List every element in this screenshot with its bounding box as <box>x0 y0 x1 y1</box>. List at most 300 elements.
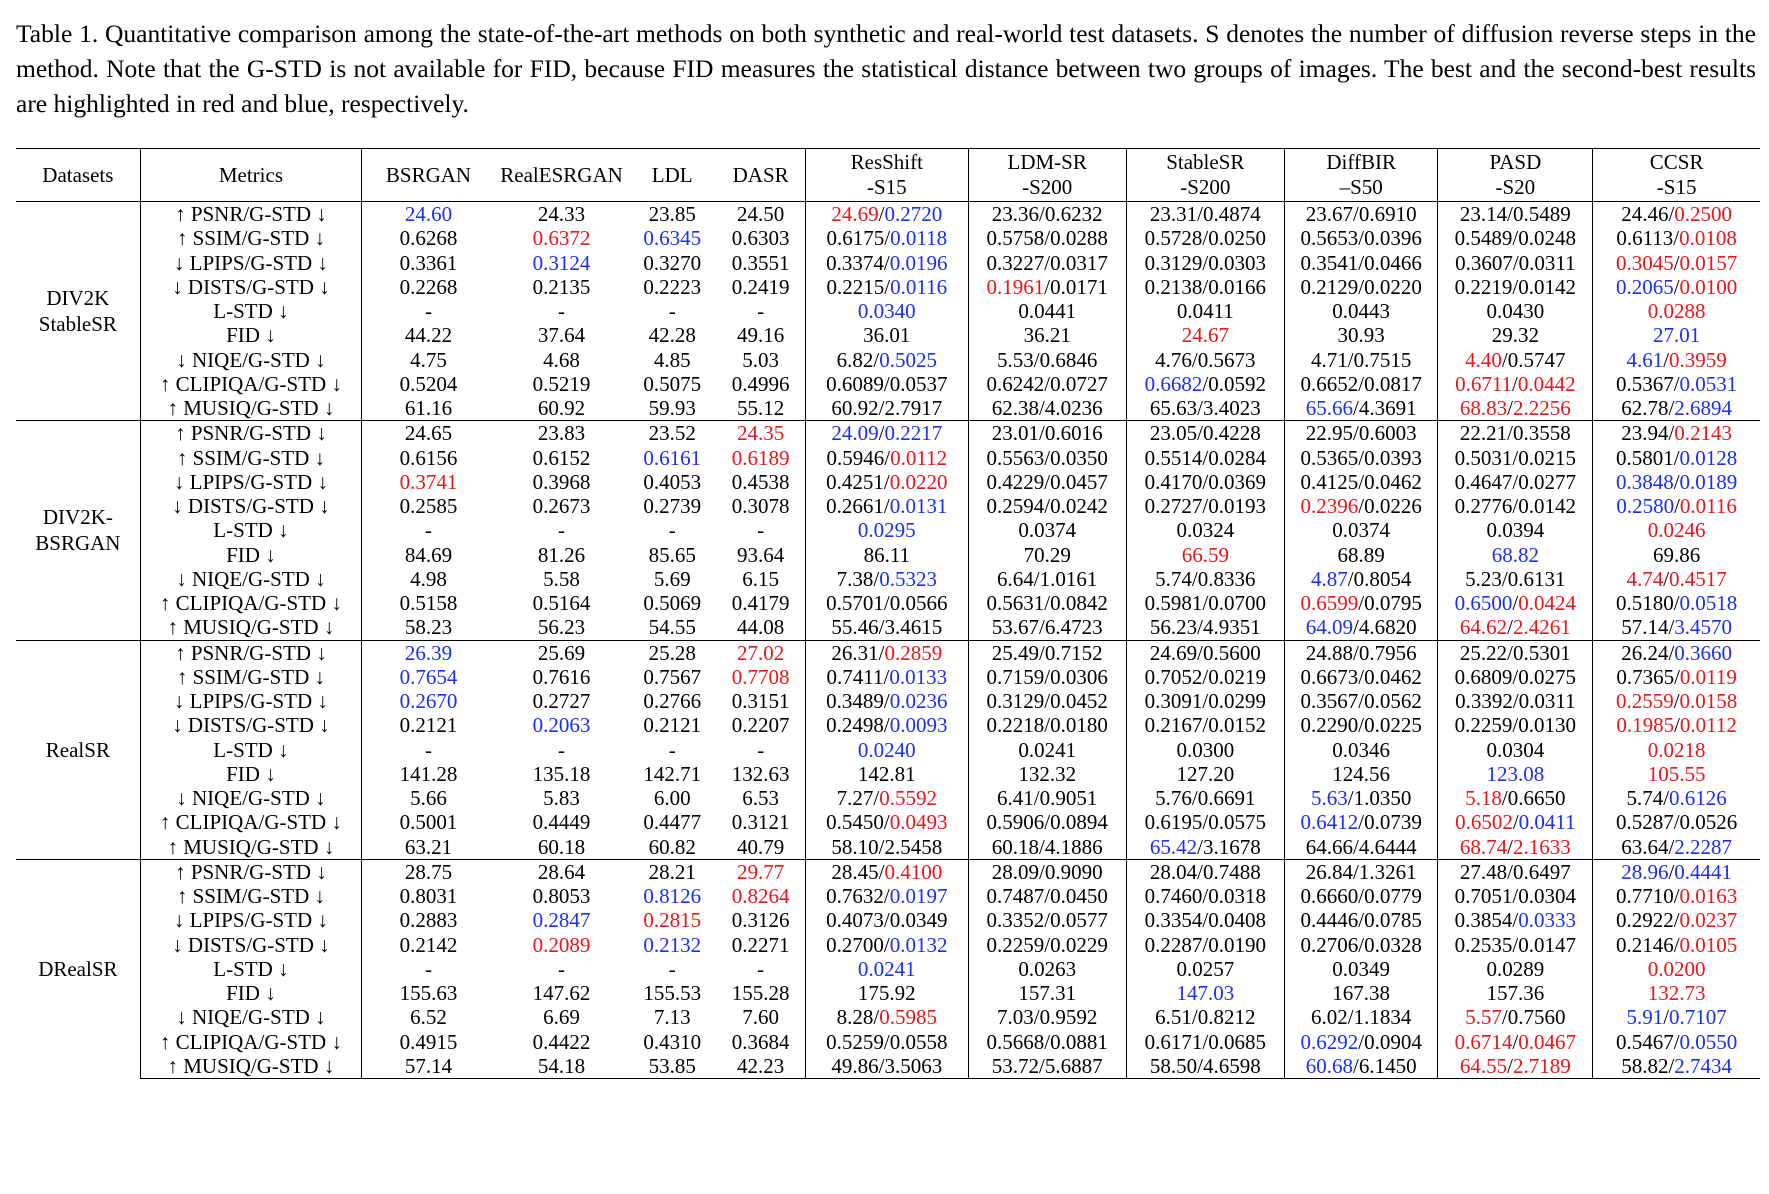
column-header <box>495 149 628 202</box>
value-cell <box>1593 933 1760 957</box>
value-text: 0.0324 <box>1176 518 1235 543</box>
value-text: 132.32 <box>1018 761 1077 786</box>
value-text: 5.58 <box>543 566 580 591</box>
value-cell <box>1438 323 1593 347</box>
value-text: 0.3374/ <box>826 250 890 275</box>
table-row <box>16 299 1760 323</box>
value-text: 0.5489/0.0248 <box>1454 226 1577 251</box>
value-cell <box>1438 810 1593 834</box>
best-value: 0.0442 <box>1517 371 1576 396</box>
value-text: 0.3129/0.0452 <box>986 689 1108 714</box>
best-value: 0.0108 <box>1679 226 1737 251</box>
value-text: 0.2922/ <box>1615 908 1680 933</box>
value-text: 0.5946/ <box>826 445 891 470</box>
value-cell <box>628 226 716 250</box>
value-cell <box>1438 591 1593 615</box>
value-cell <box>628 859 716 884</box>
metric-label: ↑ MUSIQ/G-STD ↓ <box>140 396 361 421</box>
value-cell <box>716 1054 805 1079</box>
value-text: 0.2883 <box>399 908 458 933</box>
value-text: 68.89 <box>1337 542 1385 567</box>
second-best-value: 0.0189 <box>1679 469 1738 494</box>
value-cell <box>805 908 968 932</box>
value-cell <box>1438 786 1593 810</box>
table-row <box>16 762 1760 786</box>
second-best-value: 0.0411 <box>1518 810 1576 835</box>
metric-label: ↑ CLIPIQA/G-STD ↓ <box>140 372 361 396</box>
value-cell <box>628 884 716 908</box>
value-cell <box>628 591 716 615</box>
value-text: 6.82/ <box>836 347 880 372</box>
value-cell <box>628 446 716 470</box>
second-best-value: 2.7434 <box>1674 1053 1733 1078</box>
best-value: 0.0163 <box>1679 884 1738 909</box>
value-cell <box>968 323 1126 347</box>
value-text: 0.0346 <box>1332 737 1391 762</box>
value-text: 0.4170/0.0369 <box>1144 469 1266 494</box>
second-best-value: 0.0340 <box>857 299 916 324</box>
column-header <box>805 149 968 202</box>
value-text: 0.5631/0.0842 <box>986 591 1108 616</box>
table-row <box>16 1030 1760 1054</box>
value-text: 57.14/ <box>1621 615 1675 640</box>
value-cell <box>805 421 968 446</box>
value-cell <box>495 981 628 1005</box>
table-row <box>16 591 1760 615</box>
value-text: 0.7052/0.0219 <box>1144 664 1266 689</box>
value-cell <box>1593 275 1760 299</box>
value-text: 0.3270 <box>643 250 702 275</box>
best-value: 0.2559 <box>1615 689 1674 714</box>
value-text: 6.51/0.8212 <box>1155 1005 1256 1030</box>
table-row <box>16 957 1760 981</box>
value-cell <box>495 713 628 737</box>
value-text: 0.3968 <box>532 469 591 494</box>
value-cell <box>716 640 805 665</box>
value-cell <box>968 738 1126 762</box>
value-cell <box>1284 470 1438 494</box>
value-cell <box>1438 615 1593 640</box>
value-text: 44.08 <box>737 615 785 640</box>
value-cell <box>968 348 1126 372</box>
value-text: 0.4538 <box>731 469 790 494</box>
value-text: 28.45/ <box>831 859 885 884</box>
value-text: /0.0226 <box>1358 494 1422 519</box>
value-text: 0.5563/0.0350 <box>986 445 1108 470</box>
value-text: /3.1678 <box>1197 834 1261 859</box>
best-value: 64.55 <box>1459 1053 1508 1078</box>
second-best-value: 0.0197 <box>889 884 948 909</box>
dataset-name-line: DIV2K <box>46 286 110 311</box>
value-cell <box>1126 933 1284 957</box>
value-text: 7.27/ <box>836 786 880 811</box>
value-cell <box>1438 421 1593 446</box>
best-value: 0.6502 <box>1455 810 1513 835</box>
value-cell <box>1284 372 1438 396</box>
value-text: 0.2739 <box>643 494 702 519</box>
value-cell <box>495 859 628 884</box>
value-cell <box>628 908 716 932</box>
value-cell <box>1593 251 1760 275</box>
value-cell <box>805 251 968 275</box>
best-value: 66.59 <box>1181 542 1229 567</box>
value-text: 0.2223 <box>643 274 702 299</box>
value-text: / <box>1663 1005 1670 1030</box>
value-text: 26.24/ <box>1621 640 1675 665</box>
value-cell <box>628 1054 716 1079</box>
value-text: 5.03 <box>742 347 779 372</box>
value-cell <box>716 299 805 323</box>
second-best-value: 0.0333 <box>1518 908 1577 933</box>
value-text: 0.2673 <box>532 494 591 519</box>
column-header <box>628 149 716 202</box>
value-text: 5.69 <box>653 566 691 591</box>
value-text: 175.92 <box>857 981 916 1006</box>
value-text: 0.5906/0.0894 <box>986 810 1108 835</box>
metric-label: ↓ NIQE/G-STD ↓ <box>140 1005 361 1029</box>
value-text: 25.28 <box>648 640 696 665</box>
value-text: 0.7411/ <box>826 664 890 689</box>
value-cell <box>362 615 495 640</box>
value-cell <box>1438 908 1593 932</box>
dataset-name <box>16 421 140 640</box>
value-cell <box>716 810 805 834</box>
value-cell <box>716 1030 805 1054</box>
best-value: 0.0218 <box>1647 737 1706 762</box>
best-value: 0.0158 <box>1679 689 1738 714</box>
value-cell <box>1126 348 1284 372</box>
best-value: 0.6711 <box>1455 371 1513 396</box>
value-cell <box>968 713 1126 737</box>
value-text: 0.3541/0.0466 <box>1300 250 1422 275</box>
value-cell <box>1438 738 1593 762</box>
value-text: 42.28 <box>648 323 696 348</box>
second-best-value: 27.01 <box>1652 323 1701 348</box>
value-cell <box>1126 299 1284 323</box>
table-row <box>16 665 1760 689</box>
value-cell <box>628 396 716 421</box>
value-text: 6.41/0.9051 <box>997 786 1098 811</box>
value-cell <box>805 591 968 615</box>
value-cell <box>1284 275 1438 299</box>
value-cell <box>1284 202 1438 227</box>
value-text: 53.72/5.6887 <box>991 1053 1103 1078</box>
value-cell <box>362 713 495 737</box>
column-header-line: -S15 <box>866 175 907 199</box>
value-text: 36.01 <box>863 323 911 348</box>
value-cell <box>1438 299 1593 323</box>
value-text: 60.18 <box>537 834 586 859</box>
value-text: - <box>558 737 566 762</box>
metric-label: ↑ PSNR/G-STD ↓ <box>140 421 361 446</box>
value-cell <box>1284 810 1438 834</box>
second-best-value: 0.8126 <box>643 884 702 909</box>
value-text: 5.53/0.6846 <box>997 347 1098 372</box>
value-text: 142.81 <box>857 761 916 786</box>
value-cell <box>1284 615 1438 640</box>
value-text: 0.4477 <box>643 810 702 835</box>
value-cell <box>362 762 495 786</box>
value-text: 5.74/0.8336 <box>1155 566 1256 591</box>
value-cell <box>1438 640 1593 665</box>
metric-label: ↑ PSNR/G-STD ↓ <box>140 859 361 884</box>
value-text: 0.0443 <box>1332 299 1391 324</box>
value-text: 0.2585 <box>399 494 458 519</box>
value-text: 4.75 <box>410 347 447 372</box>
value-cell <box>1126 689 1284 713</box>
value-text: / <box>878 421 885 446</box>
value-cell <box>628 835 716 860</box>
best-value: 5.57 <box>1465 1005 1502 1030</box>
value-text: 0.2290/0.0225 <box>1300 713 1422 738</box>
value-text: 49.16 <box>737 323 785 348</box>
value-cell <box>495 810 628 834</box>
second-best-value: 0.0295 <box>857 518 916 543</box>
best-value: 2.7189 <box>1513 1053 1571 1078</box>
second-best-value: 26.39 <box>404 640 453 665</box>
value-text: 0.0374 <box>1332 518 1391 543</box>
value-text: 53.67/6.4723 <box>991 615 1103 640</box>
value-text: 4.85 <box>653 347 691 372</box>
table-row <box>16 470 1760 494</box>
value-cell <box>716 543 805 567</box>
value-cell <box>805 1005 968 1029</box>
value-cell <box>805 933 968 957</box>
value-text: 24.33 <box>537 202 586 227</box>
value-cell <box>1593 202 1760 227</box>
value-text: 0.2146/ <box>1615 932 1680 957</box>
value-text: 24.88/0.7956 <box>1305 640 1417 665</box>
value-cell <box>716 689 805 713</box>
second-best-value: 0.0128 <box>1679 445 1738 470</box>
column-header-line: -S200 <box>1180 175 1231 199</box>
best-value: 0.0200 <box>1647 956 1706 981</box>
value-cell <box>1438 494 1593 518</box>
value-cell <box>805 396 968 421</box>
value-cell <box>362 933 495 957</box>
value-text: 0.4073/0.0349 <box>826 908 948 933</box>
value-cell <box>1438 1030 1593 1054</box>
value-text: 0.3607/0.0311 <box>1455 250 1576 275</box>
second-best-value: 0.5323 <box>879 566 937 591</box>
best-value: 0.4517 <box>1669 566 1727 591</box>
best-value: 0.0467 <box>1518 1029 1577 1054</box>
value-text: /0.0904 <box>1358 1029 1422 1054</box>
value-cell <box>1126 372 1284 396</box>
value-cell <box>968 470 1126 494</box>
column-header-line: RealESRGAN <box>500 162 623 187</box>
metric-label: ↓ DISTS/G-STD ↓ <box>140 275 361 299</box>
value-cell <box>1126 226 1284 250</box>
value-text: 0.2535/0.0147 <box>1454 932 1577 957</box>
value-cell <box>805 786 968 810</box>
value-text: 0.2167/0.0152 <box>1144 713 1266 738</box>
value-text: 127.20 <box>1176 761 1235 786</box>
value-cell <box>805 762 968 786</box>
value-cell <box>1593 835 1760 860</box>
value-cell <box>805 689 968 713</box>
second-best-value: 0.6345 <box>643 226 702 251</box>
second-best-value: 24.09 <box>831 421 879 446</box>
value-text: 5.66 <box>410 786 447 811</box>
second-best-value: 0.0132 <box>889 932 948 957</box>
header-row <box>16 149 1760 202</box>
value-text: 135.18 <box>532 761 591 786</box>
value-cell <box>805 835 968 860</box>
best-value: 68.74 <box>1459 834 1508 859</box>
value-text: 0.6195/0.0575 <box>1144 810 1266 835</box>
value-cell <box>1593 494 1760 518</box>
value-text: 0.6660/0.0779 <box>1300 884 1422 909</box>
best-value: 0.6189 <box>731 445 790 470</box>
value-cell <box>495 835 628 860</box>
value-text: 0.4125/0.0462 <box>1300 469 1422 494</box>
value-cell <box>1126 859 1284 884</box>
dataset-name <box>16 640 140 859</box>
value-cell <box>805 372 968 396</box>
value-text: 0.5758/0.0288 <box>986 226 1108 251</box>
value-text: 28.04/0.7488 <box>1149 859 1261 884</box>
value-text: 70.29 <box>1023 542 1071 567</box>
value-text: - <box>558 956 566 981</box>
column-header <box>16 149 140 202</box>
second-best-value: 5.91 <box>1626 1005 1664 1030</box>
second-best-value: 0.3124 <box>532 250 591 275</box>
value-cell <box>968 640 1126 665</box>
value-cell <box>1126 835 1284 860</box>
value-cell <box>362 810 495 834</box>
value-text: 93.64 <box>737 542 785 567</box>
best-value: 68.83 <box>1459 396 1508 421</box>
value-text: 60.82 <box>648 834 696 859</box>
value-cell <box>716 226 805 250</box>
metric-label: ↓ LPIPS/G-STD ↓ <box>140 689 361 713</box>
value-cell <box>1593 591 1760 615</box>
value-text: 0.6303 <box>731 226 790 251</box>
value-cell <box>716 372 805 396</box>
table-row <box>16 835 1760 860</box>
value-text: /1.0350 <box>1347 786 1412 811</box>
table-row <box>16 446 1760 470</box>
value-cell <box>1126 1054 1284 1079</box>
second-best-value: 68.82 <box>1491 542 1539 567</box>
value-text: 0.5158 <box>399 591 458 616</box>
value-cell <box>716 981 805 1005</box>
value-cell <box>1593 859 1760 884</box>
value-cell <box>1593 299 1760 323</box>
value-cell <box>968 859 1126 884</box>
value-cell <box>1284 323 1438 347</box>
value-text: 29.32 <box>1491 323 1539 348</box>
value-cell <box>1126 762 1284 786</box>
value-cell <box>805 640 968 665</box>
value-cell <box>628 640 716 665</box>
value-cell <box>1593 518 1760 542</box>
value-cell <box>716 251 805 275</box>
column-header-line: DASR <box>732 162 789 187</box>
best-value: 0.2859 <box>884 640 943 665</box>
table-row <box>16 323 1760 347</box>
value-cell <box>968 786 1126 810</box>
value-text: /0.0795 <box>1358 591 1422 616</box>
value-cell <box>1593 884 1760 908</box>
table-row <box>16 738 1760 762</box>
second-best-value: 0.0550 <box>1679 1029 1738 1054</box>
value-cell <box>1438 226 1593 250</box>
value-text: 6.15 <box>742 566 779 591</box>
value-text: 25.69 <box>537 640 586 665</box>
value-cell <box>362 957 495 981</box>
value-text: 155.28 <box>731 981 790 1006</box>
value-cell <box>628 299 716 323</box>
dataset-group <box>16 202 1760 421</box>
value-text: 6.69 <box>543 1005 580 1030</box>
value-text: - <box>757 737 765 762</box>
value-cell <box>495 396 628 421</box>
value-cell <box>1126 202 1284 227</box>
best-value: 0.1961 <box>986 274 1045 299</box>
second-best-value: 0.2847 <box>532 908 591 933</box>
value-text: 0.7632/ <box>826 884 890 909</box>
value-text: 0.7616 <box>532 664 591 689</box>
value-text: 8.28/ <box>836 1005 880 1030</box>
value-cell <box>495 1005 628 1029</box>
value-cell <box>716 762 805 786</box>
value-text: / <box>1512 371 1518 396</box>
value-cell <box>1593 421 1760 446</box>
value-cell <box>1593 543 1760 567</box>
table-row <box>16 567 1760 591</box>
value-cell <box>716 567 805 591</box>
value-text: 0.2727 <box>532 689 591 714</box>
value-cell <box>495 640 628 665</box>
value-cell <box>805 1054 968 1079</box>
value-text: 86.11 <box>863 542 911 567</box>
value-text: 44.22 <box>404 323 453 348</box>
metric-label: L-STD ↓ <box>140 299 361 323</box>
column-header-line: DiffBIR <box>1326 150 1396 174</box>
value-text: 23.94/ <box>1621 421 1675 446</box>
value-text: 26.31/ <box>831 640 885 665</box>
best-value: 0.5985 <box>879 1005 937 1030</box>
value-cell <box>1126 957 1284 981</box>
value-cell <box>716 446 805 470</box>
value-text: 0.2287/0.0190 <box>1144 932 1266 957</box>
value-text: / <box>1512 810 1519 835</box>
value-cell <box>362 908 495 932</box>
value-text: 0.5031/0.0215 <box>1454 445 1577 470</box>
second-best-value: 0.5025 <box>879 347 937 372</box>
value-cell <box>1126 1030 1284 1054</box>
value-text: 62.38/4.0236 <box>991 396 1103 421</box>
value-cell <box>1284 640 1438 665</box>
value-text: / <box>1674 713 1680 738</box>
value-cell <box>1438 1054 1593 1079</box>
best-value: 29.77 <box>737 859 785 884</box>
value-text: 0.6171/0.0685 <box>1144 1029 1266 1054</box>
second-best-value: 0.2217 <box>884 421 943 446</box>
value-cell <box>1593 665 1760 689</box>
second-best-value: 0.6292 <box>1300 1029 1359 1054</box>
value-text: 0.5728/0.0250 <box>1144 226 1266 251</box>
value-text: 0.2138/0.0166 <box>1144 274 1266 299</box>
value-cell <box>1438 689 1593 713</box>
value-text: 4.71/0.7515 <box>1311 347 1412 372</box>
table-row <box>16 615 1760 640</box>
column-header-line: BSRGAN <box>385 162 472 187</box>
value-text: 0.5367/ <box>1615 371 1680 396</box>
value-cell <box>1284 591 1438 615</box>
